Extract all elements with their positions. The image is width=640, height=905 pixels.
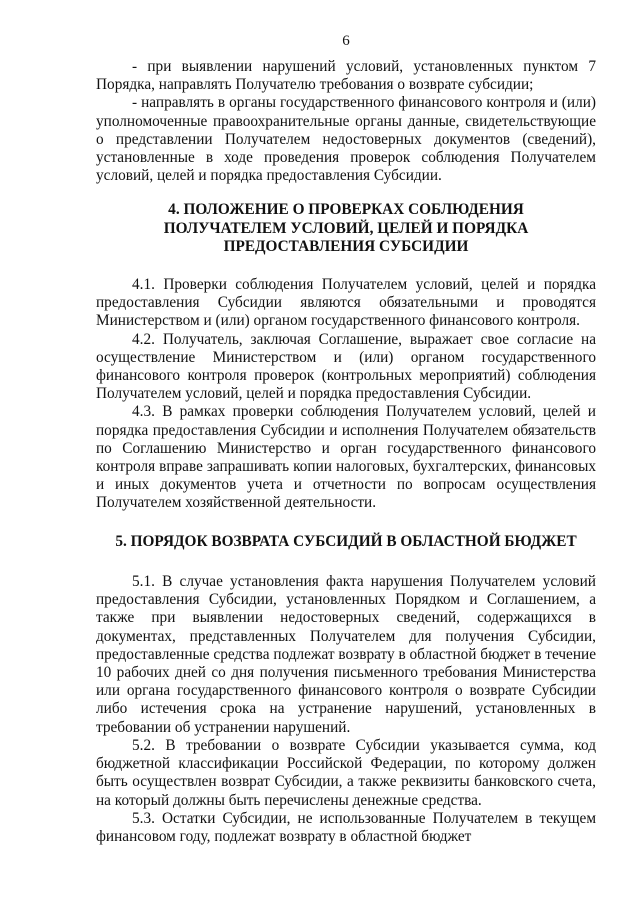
section-5-heading: 5. ПОРЯДОК ВОЗВРАТА СУБСИДИЙ В ОБЛАСТНОЙ БЮДЖЕТ — [115, 532, 577, 550]
section-4-heading — [96, 201, 596, 257]
paragraph-5-2: 5.2. В требовании о возврате Субсидии указывается сумма, код бюджетной классификации Российской Федерации, по которому должен быть осуществлен возврат Субсидии, а также реквизиты банковского счета, на который должны быть перечислены денежные средства. — [96, 736, 596, 809]
paragraph-intro-2: - направлять в органы государственного финансового контроля и (или) уполномоченные правоохранительные органы данные, свидетельствующие о представлении Получателем недостоверных документов (сведений), установленные в ходе проведения проверок соблюдения Получателем условий, целей и порядка предоставления Субсидии. — [96, 94, 596, 185]
page-number: 6 — [342, 33, 350, 49]
section-4-heading-line-3: ПРЕДОСТАВЛЕНИЯ СУБСИДИИ — [223, 238, 469, 256]
paragraph-4-3: 4.3. В рамках проверки соблюдения Получателем условий, целей и порядка предоставления Субсидии и исполнения Получателем обязательств по Соглашению Министерство и орган государственного финансового контроля вправе запрашивать копии налоговых, бухгалтерских, финансовых и иных документов учета и отчетности по вопросам осуществления Получателем хозяйственной деятельности. — [96, 403, 596, 512]
document-page — [96, 32, 596, 846]
paragraph-4-2: 4.2. Получатель, заключая Соглашение, выражает свое согласие на осуществление Министерством и (или) органом государственного финансового контроля проверок (контрольных мероприятий) соблюдения Получателем условий, целей и порядка предоставления Субсидии. — [96, 330, 596, 403]
paragraph-intro-1: - при выявлении нарушений условий, установленных пунктом 7 Порядка, направлять Получателю требования о возврате субсидии; — [96, 58, 596, 94]
paragraph-4-1: 4.1. Проверки соблюдения Получателем условий, целей и порядка предоставления Субсидии являются обязательными и проводятся Министерством и (или) органом государственного финансового контроля. — [96, 275, 596, 330]
section-4-heading-line-2: ПОЛУЧАТЕЛЕМ УСЛОВИЙ, ЦЕЛЕЙ И ПОРЯДКА — [163, 219, 529, 237]
section-4-heading-line-1: 4. ПОЛОЖЕНИЕ О ПРОВЕРКАХ СОБЛЮДЕНИЯ — [168, 201, 524, 219]
paragraph-5-1: 5.1. В случае установления факта нарушения Получателем условий предоставления Субсидии, установленных Порядком и Соглашением, а также при выявлении недостоверных сведений, содержащихся в документах, представленных Получателем для получения Субсидии, предоставленные средства подлежат возврату в областной бюджет в течение 10 рабочих дней со дня получения письменного требования Министерства или органа государственного финансового контроля о возврате Субсидии либо истечения срока на устранение нарушений, установленных в требовании об устранении нарушений. — [96, 573, 596, 736]
paragraph-5-3: 5.3. Остатки Субсидии, не использованные Получателем в текущем финансовом году, подлежат возврату в областной бюджет — [96, 809, 596, 845]
